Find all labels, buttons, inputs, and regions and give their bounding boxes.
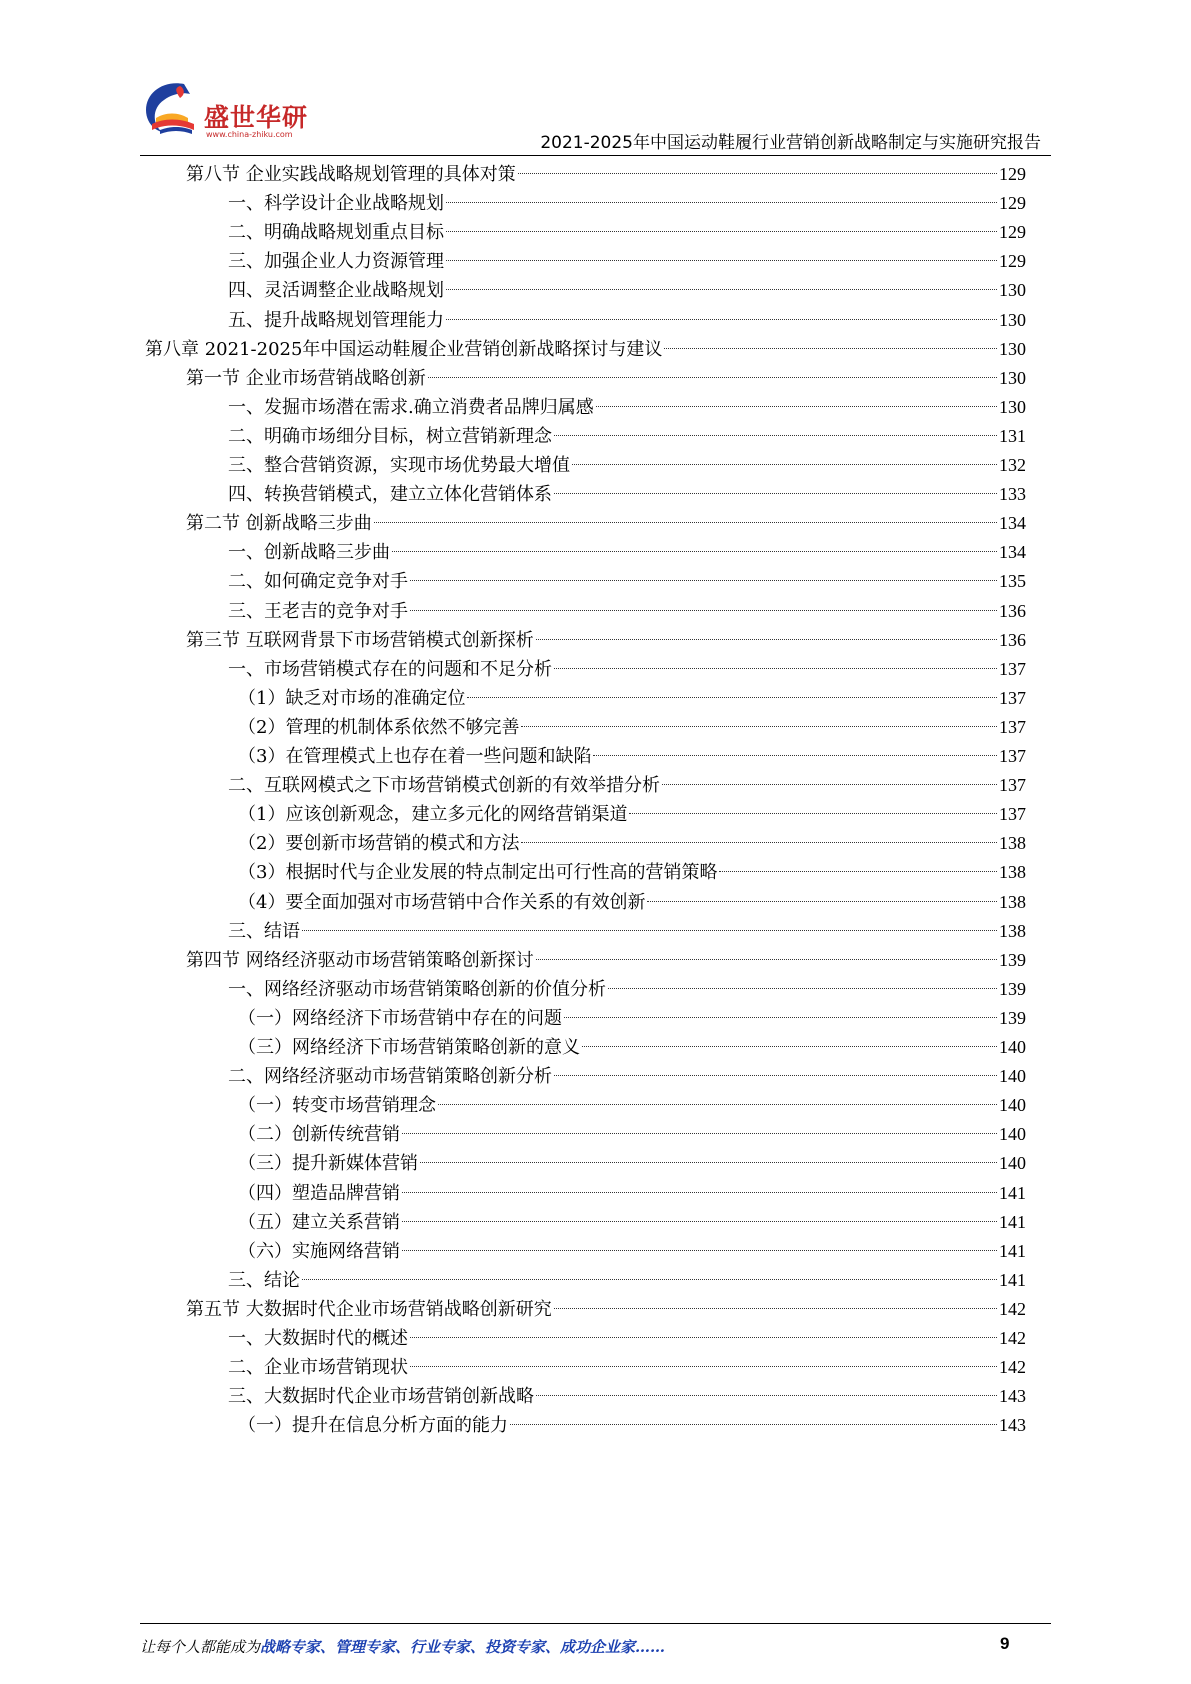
brand-name: 盛世华研 bbox=[204, 103, 309, 132]
toc-entry[interactable] bbox=[238, 713, 1026, 741]
toc-leader-dots bbox=[564, 1017, 997, 1018]
toc-entry-page: 135 bbox=[999, 571, 1026, 592]
toc-entry-page: 139 bbox=[999, 978, 1026, 999]
toc-entry-page: 141 bbox=[999, 1211, 1026, 1232]
toc-entry-page: 142 bbox=[999, 1298, 1026, 1319]
toc-entry-page: 136 bbox=[999, 629, 1026, 650]
toc-entry[interactable] bbox=[228, 771, 1026, 799]
toc-entry-page: 142 bbox=[999, 1328, 1026, 1348]
toc-entry[interactable] bbox=[228, 1266, 1026, 1294]
brand-url: www.china-zhiku.com bbox=[206, 130, 293, 139]
toc-entry-page: 130 bbox=[999, 309, 1026, 330]
toc-entry-page: 129 bbox=[999, 251, 1026, 272]
toc-entry[interactable] bbox=[238, 800, 1026, 828]
toc-entry-page: 140 bbox=[999, 1095, 1026, 1116]
toc-entry-title: 一、市场营销模式存在的问题和不足分析 bbox=[228, 658, 552, 680]
toc-entry-title: 二、明确市场细分目标，树立营销新理念 bbox=[228, 425, 552, 447]
toc-leader-dots bbox=[438, 1104, 997, 1105]
toc-entry-page: 136 bbox=[999, 600, 1026, 621]
toc-entry-page: 137 bbox=[999, 687, 1026, 708]
toc-entry[interactable] bbox=[228, 1382, 1026, 1410]
toc-entry-title: 第一节 企业市场营销战略创新 bbox=[186, 367, 426, 389]
toc-entry-title: 四、转换营销模式，建立立体化营销体系 bbox=[228, 484, 552, 506]
toc-entry[interactable] bbox=[186, 1295, 1026, 1323]
toc-entry-title: 第二节 创新战略三步曲 bbox=[186, 513, 372, 535]
toc-entry-title: （六）实施网络营销 bbox=[238, 1240, 400, 1262]
toc-leader-dots bbox=[302, 1279, 997, 1280]
toc-leader-dots bbox=[582, 1046, 997, 1047]
footer-divider bbox=[140, 1623, 1051, 1624]
toc-leader-dots bbox=[420, 1162, 997, 1163]
toc-entry-title: （五）建立关系营销 bbox=[238, 1211, 400, 1233]
toc-leader-dots bbox=[302, 930, 997, 931]
toc-leader-dots bbox=[662, 784, 997, 785]
toc-entry-title: （三）提升新媒体营销 bbox=[238, 1153, 418, 1175]
toc-entry-page: 130 bbox=[999, 367, 1026, 388]
toc-leader-dots bbox=[664, 348, 997, 349]
toc-leader-dots bbox=[392, 551, 997, 552]
toc-entry-title: 二、如何确定竞争对手 bbox=[228, 571, 408, 593]
toc-leader-dots bbox=[536, 639, 997, 640]
toc-leader-dots bbox=[446, 260, 997, 261]
toc-entry-title: 一、创新战略三步曲 bbox=[228, 542, 390, 564]
toc-leader-dots bbox=[402, 1192, 997, 1193]
toc-leader-dots bbox=[593, 755, 997, 756]
toc-entry-title: 第八章 2021-2025年中国运动鞋履企业营销创新战略探讨与建议 bbox=[145, 338, 663, 360]
toc-leader-dots bbox=[647, 901, 997, 902]
toc-entry-page: 130 bbox=[999, 396, 1026, 417]
toc-entry-title: （一）网络经济下市场营销中存在的问题 bbox=[238, 1007, 562, 1029]
book-wave-logo-icon bbox=[140, 78, 206, 140]
toc-entry-title: 一、网络经济驱动市场营销策略创新的价值分析 bbox=[228, 978, 606, 1000]
toc-leader-dots bbox=[629, 813, 997, 814]
page-number: 9 bbox=[1000, 1634, 1010, 1653]
toc-entry-page: 137 bbox=[999, 658, 1026, 679]
toc-entry-page: 138 bbox=[999, 833, 1026, 854]
toc-leader-dots bbox=[719, 871, 997, 872]
toc-entry-title: 三、结论 bbox=[228, 1269, 300, 1291]
toc-entry-page: 140 bbox=[999, 1066, 1026, 1087]
toc-entry-page: 129 bbox=[999, 193, 1026, 214]
toc-entry-title: （三）网络经济下市场营销策略创新的意义 bbox=[238, 1037, 580, 1058]
toc-entry-page: 129 bbox=[999, 164, 1026, 184]
toc-leader-dots bbox=[536, 1395, 997, 1396]
toc-entry-page: 142 bbox=[999, 1357, 1026, 1378]
toc-entry[interactable] bbox=[238, 1091, 1026, 1119]
toc-entry-title: 二、企业市场营销现状 bbox=[228, 1357, 408, 1379]
toc-leader-dots bbox=[521, 842, 997, 843]
toc-entry-title: （3）在管理模式上也存在着一些问题和缺陷 bbox=[238, 746, 592, 767]
toc-entry-page: 141 bbox=[999, 1182, 1026, 1203]
toc-entry-page: 139 bbox=[999, 949, 1026, 970]
toc-leader-dots bbox=[446, 202, 997, 203]
toc-entry[interactable] bbox=[238, 1237, 1026, 1265]
toc-leader-dots bbox=[446, 289, 997, 290]
toc-entry[interactable] bbox=[238, 1179, 1026, 1207]
toc-entry[interactable] bbox=[238, 1149, 1026, 1177]
toc-entry[interactable] bbox=[186, 160, 1026, 188]
toc-leader-dots bbox=[410, 610, 997, 611]
toc-entry[interactable] bbox=[228, 480, 1026, 508]
toc-entry[interactable] bbox=[228, 306, 1026, 334]
toc-leader-dots bbox=[608, 988, 997, 989]
footer-highlight: 战略专家、管理专家、行业专家、投资专家、成功企业家…… bbox=[260, 1638, 666, 1656]
toc-entry[interactable] bbox=[228, 422, 1026, 450]
toc-leader-dots bbox=[572, 464, 997, 465]
toc-entry[interactable] bbox=[238, 1120, 1026, 1148]
toc-leader-dots bbox=[536, 959, 997, 960]
toc-entry-page: 138 bbox=[999, 891, 1026, 912]
toc-leader-dots bbox=[410, 580, 997, 581]
toc-entry[interactable] bbox=[228, 1324, 1026, 1352]
toc-entry-page: 131 bbox=[999, 425, 1026, 446]
toc-entry-title: （一）提升在信息分析方面的能力 bbox=[238, 1415, 508, 1437]
toc-leader-dots bbox=[554, 1075, 997, 1076]
toc-entry[interactable] bbox=[228, 247, 1026, 275]
toc-entry-title: （四）塑造品牌营销 bbox=[238, 1182, 400, 1204]
toc-entry[interactable] bbox=[238, 684, 1026, 712]
toc-entry-page: 137 bbox=[999, 746, 1026, 766]
toc-entry[interactable] bbox=[228, 567, 1026, 595]
toc-entry-page: 143 bbox=[999, 1415, 1026, 1436]
toc-leader-dots bbox=[402, 1133, 997, 1134]
toc-entry[interactable] bbox=[145, 335, 1026, 363]
toc-entry[interactable] bbox=[186, 626, 1026, 654]
toc-entry-page: 141 bbox=[999, 1240, 1026, 1261]
toc-entry[interactable] bbox=[228, 975, 1026, 1003]
toc-leader-dots bbox=[374, 522, 997, 523]
toc-entry[interactable] bbox=[238, 829, 1026, 857]
toc-entry[interactable] bbox=[228, 655, 1026, 683]
toc-entry-title: （二）创新传统营销 bbox=[238, 1124, 400, 1146]
toc-entry-page: 132 bbox=[999, 455, 1026, 475]
toc-entry-title: 四、灵活调整企业战略规划 bbox=[228, 280, 444, 302]
toc-entry-page: 137 bbox=[999, 716, 1026, 737]
toc-leader-dots bbox=[554, 1308, 997, 1309]
toc-entry-title: （2）要创新市场营销的模式和方法 bbox=[238, 833, 520, 855]
toc-entry[interactable] bbox=[238, 858, 1026, 886]
toc-entry[interactable] bbox=[238, 742, 1026, 770]
toc-entry-title: （2）管理的机制体系依然不够完善 bbox=[238, 716, 520, 738]
toc-entry-title: 五、提升战略规划管理能力 bbox=[228, 309, 444, 331]
toc-entry[interactable] bbox=[228, 1353, 1026, 1381]
toc-leader-dots bbox=[554, 493, 997, 494]
toc-entry-page: 140 bbox=[999, 1153, 1026, 1174]
toc-entry-page: 139 bbox=[999, 1007, 1026, 1028]
toc-entry[interactable] bbox=[238, 1033, 1026, 1061]
page-header bbox=[0, 0, 1191, 160]
toc-entry[interactable] bbox=[186, 946, 1026, 974]
toc-entry-page: 143 bbox=[999, 1386, 1026, 1407]
toc-entry-page: 137 bbox=[999, 804, 1026, 825]
toc-leader-dots bbox=[410, 1337, 997, 1338]
toc-entry-page: 130 bbox=[999, 280, 1026, 301]
toc-entry-page: 134 bbox=[999, 542, 1026, 563]
toc-leader-dots bbox=[402, 1221, 997, 1222]
toc-entry-title: 第五节 大数据时代企业市场营销战略创新研究 bbox=[186, 1298, 552, 1320]
toc-entry[interactable] bbox=[228, 393, 1026, 421]
toc-entry-page: 130 bbox=[999, 338, 1026, 359]
toc-entry-title: （一）转变市场营销理念 bbox=[238, 1095, 436, 1117]
toc-entry-title: 一、科学设计企业战略规划 bbox=[228, 193, 444, 215]
toc-leader-dots bbox=[467, 697, 997, 698]
toc-leader-dots bbox=[446, 231, 997, 232]
toc-leader-dots bbox=[554, 435, 997, 436]
toc-leader-dots bbox=[402, 1250, 997, 1251]
toc-entry[interactable] bbox=[228, 276, 1026, 304]
toc-entry-title: 二、互联网模式之下市场营销模式创新的有效举措分析 bbox=[228, 775, 660, 797]
toc-leader-dots bbox=[428, 377, 997, 378]
toc-leader-dots bbox=[596, 406, 997, 407]
toc-entry-title: 二、明确战略规划重点目标 bbox=[228, 222, 444, 244]
toc-entry-title: 第三节 互联网背景下市场营销模式创新探析 bbox=[186, 629, 534, 651]
toc-entry[interactable] bbox=[186, 509, 1026, 537]
toc-entry-title: 一、发掘市场潜在需求.确立消费者品牌归属感 bbox=[228, 396, 594, 418]
toc-entry-title: 一、大数据时代的概述 bbox=[228, 1328, 408, 1349]
header-divider bbox=[140, 155, 1051, 156]
toc-entry-title: （3）根据时代与企业发展的特点制定出可行性高的营销策略 bbox=[238, 862, 718, 884]
toc-entry[interactable] bbox=[228, 218, 1026, 246]
toc-entry[interactable] bbox=[228, 917, 1026, 945]
toc-entry-title: （1）应该创新观念，建立多元化的网络营销渠道 bbox=[238, 804, 628, 826]
toc-leader-dots bbox=[554, 668, 997, 669]
toc-leader-dots bbox=[446, 319, 997, 320]
toc-entry-page: 134 bbox=[999, 513, 1026, 534]
toc-entry-page: 140 bbox=[999, 1037, 1026, 1057]
toc-entry-title: 三、结语 bbox=[228, 920, 300, 942]
toc-entry-page: 129 bbox=[999, 222, 1026, 243]
toc-leader-dots bbox=[410, 1366, 997, 1367]
toc-leader-dots bbox=[521, 726, 997, 727]
toc-entry-page: 133 bbox=[999, 484, 1026, 505]
toc-entry[interactable] bbox=[228, 1062, 1026, 1090]
toc-entry-title: （4）要全面加强对市场营销中合作关系的有效创新 bbox=[238, 891, 646, 913]
toc-entry-title: 三、加强企业人力资源管理 bbox=[228, 251, 444, 273]
toc-leader-dots bbox=[518, 173, 997, 174]
toc-entry[interactable] bbox=[228, 189, 1026, 217]
toc-entry-title: 三、王老吉的竞争对手 bbox=[228, 600, 408, 622]
footer-prefix: 让每个人都能成为 bbox=[140, 1638, 261, 1656]
toc-entry[interactable] bbox=[186, 364, 1026, 392]
toc-entry[interactable] bbox=[228, 538, 1026, 566]
toc-entry-title: 三、整合营销资源，实现市场优势最大增值 bbox=[228, 455, 570, 476]
toc-entry-title: 二、网络经济驱动市场营销策略创新分析 bbox=[228, 1066, 552, 1088]
toc-leader-dots bbox=[510, 1424, 997, 1425]
toc-entry-title: 第四节 网络经济驱动市场营销策略创新探讨 bbox=[186, 949, 534, 971]
toc-entry[interactable] bbox=[238, 1004, 1026, 1032]
footer-slogan bbox=[140, 1636, 665, 1657]
toc-entry-page: 140 bbox=[999, 1124, 1026, 1145]
toc-entry-page: 138 bbox=[999, 862, 1026, 883]
report-title: 2021-2025年中国运动鞋履行业营销创新战略制定与实施研究报告 bbox=[540, 133, 1041, 153]
toc-entry-page: 141 bbox=[999, 1269, 1026, 1290]
toc-entry[interactable] bbox=[228, 597, 1026, 625]
company-logo bbox=[140, 78, 320, 153]
toc-entry-title: 三、大数据时代企业市场营销创新战略 bbox=[228, 1386, 534, 1408]
toc-entry-page: 137 bbox=[999, 775, 1026, 796]
toc-entry-title: （1）缺乏对市场的准确定位 bbox=[238, 687, 466, 709]
toc-entry[interactable] bbox=[238, 888, 1026, 916]
toc-entry-title: 第八节 企业实践战略规划管理的具体对策 bbox=[186, 164, 516, 185]
toc-entry[interactable] bbox=[238, 1208, 1026, 1236]
toc-entry[interactable] bbox=[238, 1411, 1026, 1439]
toc-entry-page: 138 bbox=[999, 920, 1026, 941]
toc-entry[interactable] bbox=[228, 451, 1026, 479]
